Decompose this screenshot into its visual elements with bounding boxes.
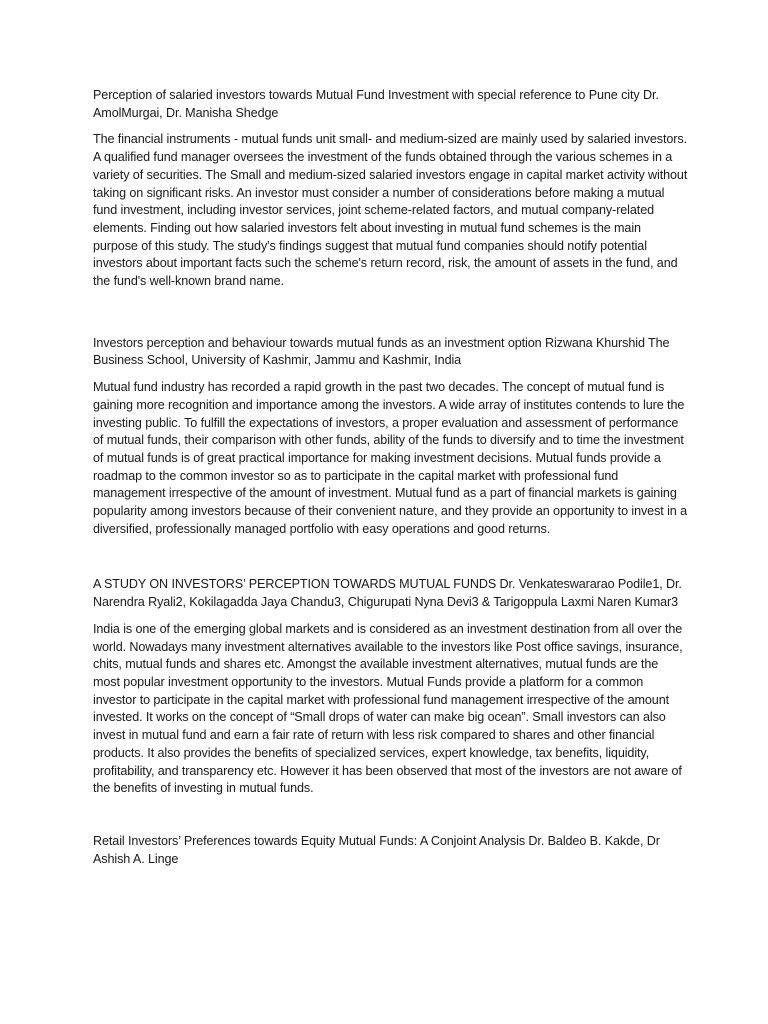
entry-abstract: Mutual fund industry has recorded a rapid growth in the past two decades. The concept of mutual fund is gaining more recognition and importance among the investors. A wide array of institutes contends to lure the investing public. To fulfill the expectations of investors, a proper evaluation and assessment of performance of mutual funds, their comparison with other funds, ability of the funds to diversify and to time the investment of mutual funds is of great practical importance for making investment decisions. Mutual funds provide a roadmap to the common investor so as to participate in the capital market with professional fund management irrespective of the amount of investment. Mutual fund as a part of financial markets is gaining popularity among investors because of their convenient nature, and they provide an opportunity to invest in a diversified, professionally managed portfolio with easy operations and good returns. bbox=[93, 380, 687, 536]
reference-entry-2 bbox=[93, 335, 688, 539]
spacer bbox=[93, 291, 688, 335]
reference-entry-3 bbox=[93, 576, 688, 797]
entry-title: Perception of salaried investors towards Mutual Fund Investment with special reference to Pune city Dr. AmolMurgai, Dr. Manisha Shedge bbox=[93, 88, 659, 120]
reference-entry-1 bbox=[93, 87, 688, 291]
entry-title: A STUDY ON INVESTORS’ PERCEPTION TOWARDS MUTUAL FUNDS Dr. Venkateswararao Podile1, Dr. Narendra Ryali2, Kokilagadda Jaya Chandu3, Chigurupati Nyna Devi3 & Tarigoppula Laxmi Naren Kumar3 bbox=[93, 577, 682, 610]
entry-title: Retail Investors’ Preferences towards Equity Mutual Funds: A Conjoint Analysis Dr. Baldeo B. Kakde, Dr Ashish A. Linge bbox=[93, 833, 660, 866]
entry-abstract: The financial instruments - mutual funds unit small- and medium-sized are mainly used by salaried investors. A qualified fund manager oversees the investment of the funds obtained through the various schemes in a variety of securities. The Small and medium-sized salaried investors engage in capital market activity without taking on significant risks. An investor must consider a number of considerations before making a mutual fund investment, including investor services, joint scheme-related factors, and mutual company-related elements. Finding out how salaried investors felt about investing in mutual fund schemes is the main purpose of this study. The study's findings suggest that mutual fund companies should notify potential investors about important facts such the scheme's return record, risk, the amount of assets in the fund, and the fund's well-known brand name. bbox=[93, 132, 688, 289]
reference-entry-4 bbox=[93, 833, 688, 868]
entry-title: Investors perception and behaviour towards mutual funds as an investment option Rizwana Khurshid The Business School, University of Kashmir, Jammu and Kashmir, India bbox=[93, 335, 670, 368]
entry-abstract: India is one of the emerging global markets and is considered as an investment destination from all over the world. Nowadays many investment alternatives available to the investors like Post office savings, insurance, chits, mutual funds and shares etc. Amongst the available investment alternatives, mutual funds are the most popular investment opportunity to the investors. Mutual Funds provide a platform for a common investor to participate in the capital market with professional fund management irrespective of the amount invested. It works on the concept of “Small drops of water can make big ocean”. Small investors can also invest in mutual fund and earn a fair rate of return with less risk compared to shares and other financial products. It also provides the benefits of specialized services, expert knowledge, tax benefits, liquidity, profitability, and transparency etc. However it has been observed that most of the investors are not aware of the benefits of investing in mutual funds. bbox=[93, 621, 683, 796]
spacer bbox=[93, 798, 688, 833]
spacer bbox=[93, 538, 688, 576]
